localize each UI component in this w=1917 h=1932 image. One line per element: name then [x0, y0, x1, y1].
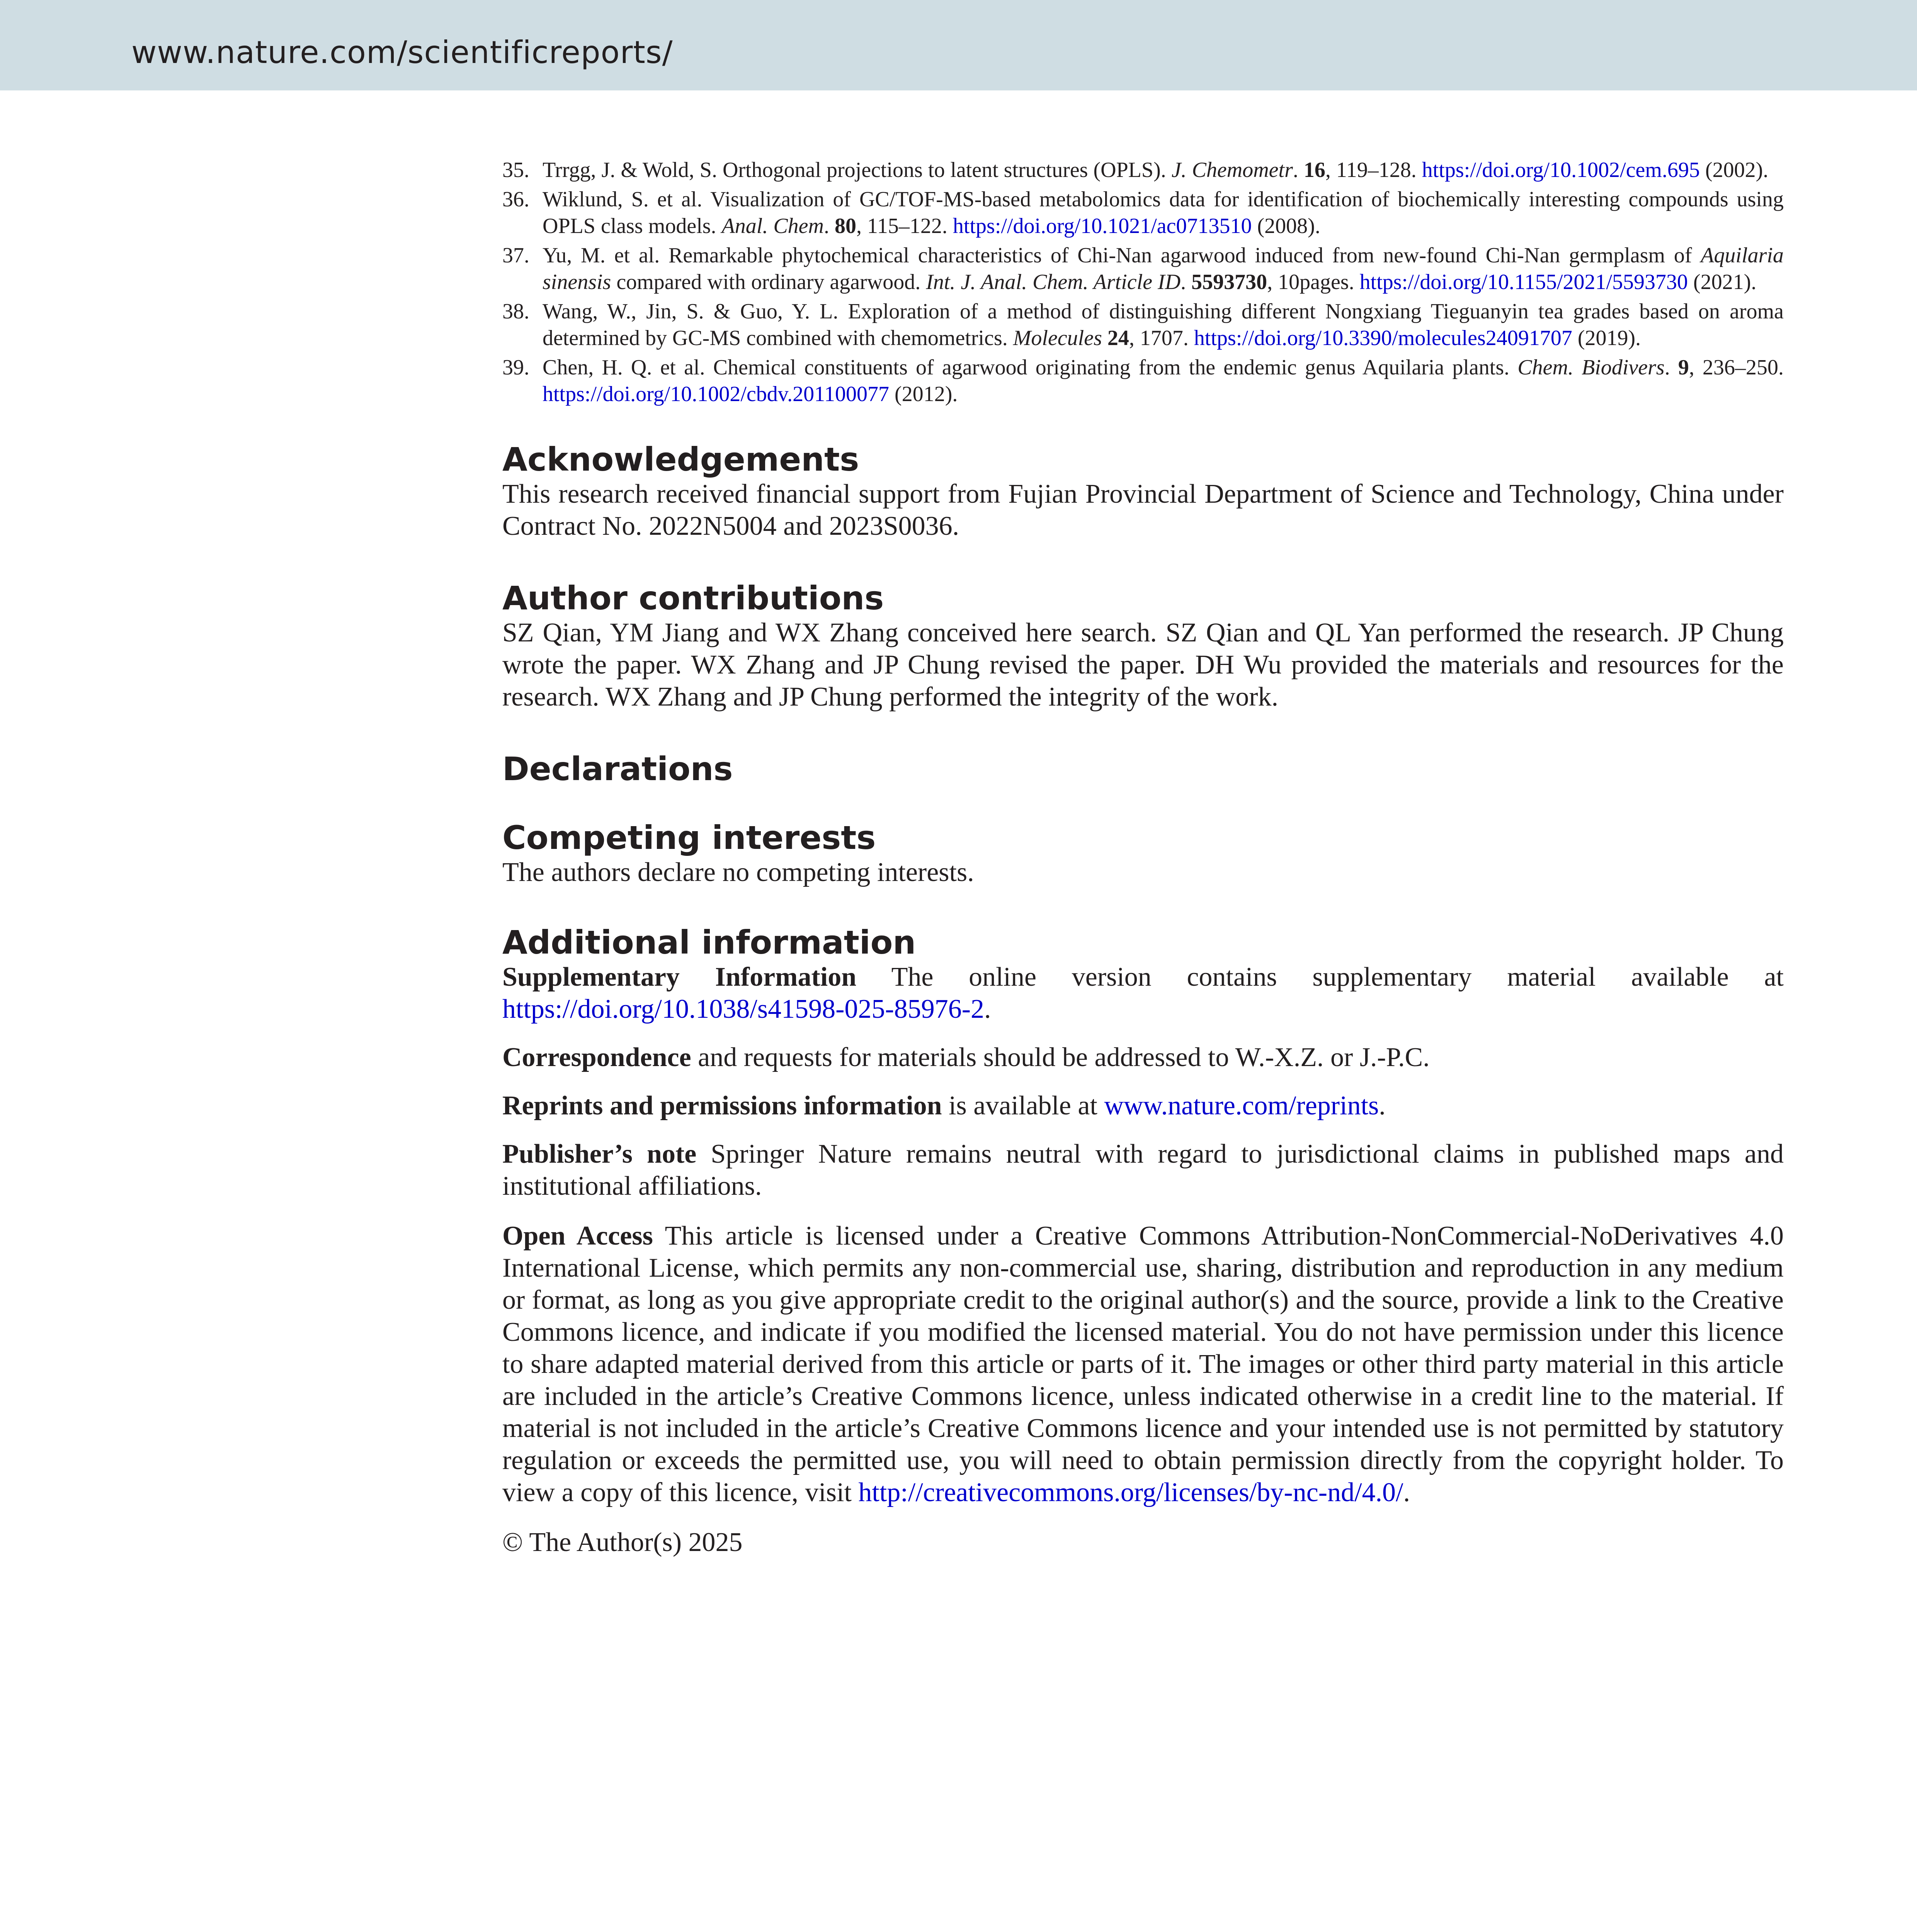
acknowledgements-text: This research received financial support from Fujian Provincial Department of Science and Technology, China under Contract No. 2022N5004 and 2023S0036. [502, 479, 1784, 541]
additional-information-heading: Additional information [502, 923, 916, 961]
volume: 24 [1107, 326, 1129, 350]
doi-link[interactable]: https://doi.org/10.1021/ac0713510 [953, 214, 1252, 238]
declarations-heading: Declarations [502, 750, 733, 788]
reference-number: 37. [502, 243, 529, 267]
reference-item: 39. Chen, H. Q. et al. Chemical constituents of agarwood originating from the endemic genus Aquilaria plants. Chem. Biodivers. 9, 236–250. https://doi.org/10.1002/cbdv.201100077 (2012). [502, 354, 1784, 408]
journal-name: Molecules [1013, 326, 1102, 350]
volume: 80 [834, 214, 856, 238]
author-contributions-heading: Author contributions [502, 579, 884, 617]
volume: 5593730 [1191, 270, 1267, 294]
competing-interests-heading: Competing interests [502, 819, 876, 857]
doi-link[interactable]: https://doi.org/10.1002/cbdv.201100077 [543, 382, 890, 406]
open-access-statement: Open Access This article is licensed under a Creative Commons Attribution-NonCommercial-NoDerivatives 4.0 International License, which permits any non-commercial use, sharing, distribution and reproduction in any medium or format, as long as you give appropriate credit to the original author(s) and the source, provide a link to the Creative Commons licence, and indicate if you modified the licensed material. You do not have permission under this licence to share adapted material derived from this article or parts of it. The images or other third party material in this article are included in the article’s Creative Commons licence, unless indicated otherwise in a credit line to the material. If material is not included in the article’s Creative Commons licence and your intended use is not permitted by statutory regulation or exceeds the permitted use, you will need to obtain permission directly from the copyright holder. To view a copy of this licence, visit http://creativecommons.org/licenses/by-nc-nd/4.0/. [502, 1221, 1784, 1507]
reprints-permissions: Reprints and permissions information is available at www.nature.com/reprints. [502, 1091, 1386, 1121]
site-url[interactable]: www.nature.com/scientificreports/ [131, 34, 673, 70]
reprints-link[interactable]: www.nature.com/reprints [1104, 1091, 1379, 1121]
correspondence: Correspondence and requests for materials should be addressed to W.-X.Z. or J.-P.C. [502, 1043, 1430, 1072]
journal-name: Anal. Chem [721, 214, 824, 238]
journal-name: J. Chemometr [1171, 158, 1293, 182]
supplementary-link[interactable]: https://doi.org/10.1038/s41598-025-85976-2 [502, 994, 985, 1024]
supplementary-label: Supplementary Information [502, 962, 857, 992]
acknowledgements-heading: Acknowledgements [502, 440, 859, 478]
correspondence-label: Correspondence [502, 1043, 691, 1072]
reference-number: 38. [502, 299, 529, 323]
reference-item: 37. Yu, M. et al. Remarkable phytochemical characteristics of Chi-Nan agarwood induced from new-found Chi-Nan germplasm of Aquilaria sinensis compared with ordinary agarwood. Int. J. Anal. Chem. Article ID. 5593730, 10pages. https://doi.org/10.1155/2021/5593730 (2021). [502, 242, 1784, 296]
article-content [502, 157, 1784, 1558]
reference-item: 38. Wang, W., Jin, S. & Guo, Y. L. Exploration of a method of distinguishing different Nongxiang Tieguanyin tea grades based on aroma determined by GC-MS combined with chemometrics. Molecules 24, 1707. https://doi.org/10.3390/molecules24091707 (2019). [502, 298, 1784, 352]
reference-number: 36. [502, 187, 529, 211]
species-name: Aquilaria sinensis [543, 243, 1784, 294]
journal-name: Int. J. Anal. Chem. Article ID [926, 270, 1181, 294]
reference-list [502, 157, 1784, 408]
reference-item: 36. Wiklund, S. et al. Visualization of GC/TOF-MS-based metabolomics data for identification of biochemically interesting compounds using OPLS class models. Anal. Chem. 80, 115–122. https://doi.org/10.1021/ac0713510 (2008). [502, 186, 1784, 240]
open-access-label: Open Access [502, 1221, 653, 1251]
volume: 16 [1303, 158, 1325, 182]
reference-number: 39. [502, 355, 529, 379]
competing-interests-text: The authors declare no competing interests. [502, 857, 974, 887]
reference-item: 35. Trrgg, J. & Wold, S. Orthogonal projections to latent structures (OPLS). J. Chemometr. 16, 119–128. https://doi.org/10.1002/cem.695 (2002). [502, 157, 1784, 184]
publishers-note: Publisher’s note Springer Nature remains neutral with regard to jurisdictional claims in published maps and institutional affiliations. [502, 1139, 1784, 1201]
doi-link[interactable]: https://doi.org/10.3390/molecules24091707 [1194, 326, 1572, 350]
author-contributions-text: SZ Qian, YM Jiang and WX Zhang conceived here search. SZ Qian and QL Yan performed the research. JP Chung wrote the paper. WX Zhang and JP Chung revised the paper. DH Wu provided the materials and resources for the research. WX Zhang and JP Chung performed the integrity of the work. [502, 618, 1784, 712]
reference-number: 35. [502, 158, 529, 182]
volume: 9 [1678, 355, 1689, 379]
licence-link[interactable]: http://creativecommons.org/licenses/by-nc-nd/4.0/ [858, 1478, 1403, 1507]
reprints-label: Reprints and permissions information [502, 1091, 942, 1121]
copyright-notice: © The Author(s) 2025 [502, 1527, 743, 1557]
supplementary-information: Supplementary Information The online version contains supplementary material available at https://doi.org/10.1038/s41598-025-85976-2. [502, 962, 1784, 1024]
doi-link[interactable]: https://doi.org/10.1155/2021/5593730 [1359, 270, 1688, 294]
header-band [0, 0, 1917, 90]
journal-name: Chem. Biodivers [1517, 355, 1665, 379]
publishers-note-label: Publisher’s note [502, 1139, 697, 1169]
doi-link[interactable]: https://doi.org/10.1002/cem.695 [1422, 158, 1700, 182]
